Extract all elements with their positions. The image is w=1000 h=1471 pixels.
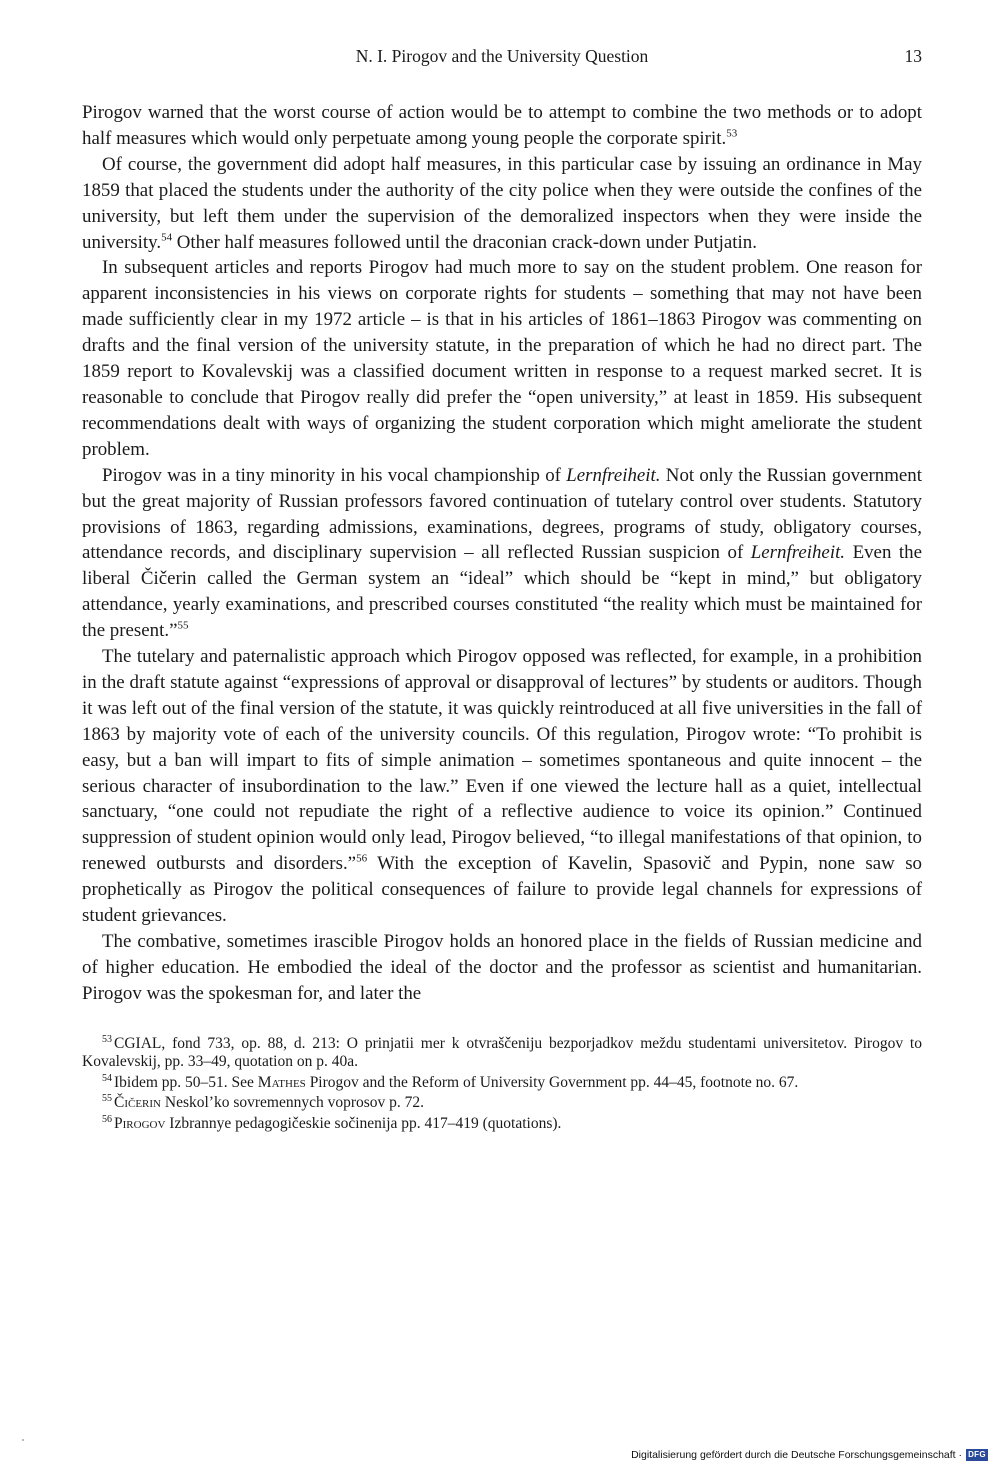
- text-run: Pirogov was in a tiny minority in his vocal championship of: [102, 464, 567, 486]
- digitization-credit: [631, 1449, 988, 1461]
- footnote: [82, 1094, 922, 1113]
- text-run: The tutelary and paternalistic approach which Pirogov opposed was reflected, for example, in a prohibition in the draft statute against “expressions of approval or disapproval of lectures” by students or auditors. Though it was left out of the final version of the statute, it was quickly reintroduced at all five universities in the fall of 1863 by majority vote of each of the university councils. Of this regulation, Pirogov wrote: “To prohibit is easy, but a ban will impart to fits of simple animation – sometimes spontaneous and quite innocent – the serious character of insubordination to the law.” Even if one viewed the lecture hall as a quiet, intellectual sanctuary, “one could not repudiate the right of a reflective audience to voice its opinion.” Continued suppression of student opinion would only lead, Pirogov believed, “to illegal manifestations of that opinion, to renewed outbursts and disorders.”: [82, 646, 922, 875]
- text-run: Of course, the government did adopt half measures, in this particular case by issuing an ordinance in May 1859 that placed the students under the authority of the city police when they were outside the confines of the university, but left them under the supervision of the demoralized inspectors when they were inside the university.: [82, 153, 922, 253]
- page-number: 13: [904, 46, 922, 66]
- dfg-logo-icon: DFG: [966, 1449, 988, 1461]
- text-run: Ibidem pp. 50–51. See: [114, 1073, 258, 1091]
- scan-artifact: [22, 1439, 24, 1441]
- footnote-reference: 55: [177, 619, 189, 632]
- footnote-reference: 54: [161, 231, 173, 244]
- footnote-number: 55: [102, 1093, 112, 1105]
- paragraph: [82, 463, 922, 644]
- author-name: Pirogov: [114, 1114, 166, 1132]
- italic-term: Lernfreiheit.: [566, 464, 661, 486]
- author-name: Mathes: [257, 1073, 306, 1091]
- footnote-number: 56: [102, 1113, 112, 1125]
- text-run: The combative, sometimes irascible Pirogov holds an honored place in the fields of Russian medicine and of higher education. He embodied the ideal of the doctor and the professor as scientist and humanitarian. Pirogov was the spokesman for, and later the: [82, 931, 922, 1004]
- paragraph: [82, 100, 922, 152]
- paragraph: [82, 152, 922, 256]
- italic-term: Lernfreiheit.: [750, 542, 846, 564]
- footnote: [82, 1074, 922, 1093]
- text-run: Even the liberal Čičerin called the German system an “ideal” which should be “kept in mind,” but obligatory attendance, yearly examinations, and prescribed courses constituted “the reality which must be maintained for the present.”: [82, 542, 922, 642]
- footnote-number: 54: [102, 1072, 112, 1084]
- text-run: Neskol’ko sovremennych voprosov p. 72.: [161, 1094, 425, 1112]
- text-run: CGIAL, fond 733, op. 88, d. 213: O prinjatii mer k otvraščeniju bezporjadkov meždu studentami universitetov. Pirogov to Kovalevskij, pp. 33–49, quotation on p. 40a.: [82, 1034, 922, 1071]
- text-run: Izbrannye pedagogičeskie sočinenija pp. 417–419 (quotations).: [165, 1114, 562, 1132]
- page-header: [82, 44, 922, 74]
- text-run: Other half measures followed until the draconian crack-down under Putjatin.: [172, 231, 757, 253]
- paragraph: [82, 255, 922, 462]
- running-head: N. I. Pirogov and the University Question: [355, 46, 649, 66]
- text-run: Pirogov and the Reform of University Government pp. 44–45, footnote no. 67.: [305, 1073, 799, 1091]
- footnote: [82, 1035, 922, 1072]
- text-run: With the exception of Kavelin, Spasovič and Pypin, none saw so prophetically as Pirogov the political consequences of failure to provide legal channels for expressions of student grievances.: [82, 853, 922, 927]
- footnote: [82, 1115, 922, 1134]
- footnotes: [82, 1035, 922, 1134]
- body-text: [82, 100, 922, 1007]
- text-run: In subsequent articles and reports Pirogov had much more to say on the student problem. One reason for apparent inconsistencies in his views on corporate rights for students – something that may not have been made sufficiently clear in my 1972 article – is that in his articles of 1861–1863 Pirogov was commenting on drafts and the final version of the university statute, in the preparation of which he had no direct part. The 1859 report to Kovalevskij was a classified document written in response to a request marked secret. It is reasonable to conclude that Pirogov really did prefer the “open university,” at least in 1859. His subsequent recommendations dealt with ways of organizing the student corporation which might ameliorate the student problem.: [82, 257, 922, 460]
- credit-text: Digitalisierung gefördert durch die Deutsche Forschungsgemeinschaft ·: [631, 1449, 962, 1461]
- paragraph: [82, 929, 922, 1007]
- footnote-reference: 53: [726, 127, 738, 140]
- paragraph: [82, 644, 922, 929]
- page: [82, 44, 922, 1135]
- author-name: Čičerin: [114, 1094, 162, 1112]
- footnote-number: 53: [102, 1033, 112, 1045]
- footnote-reference: 56: [356, 852, 368, 865]
- text-run: Not only the Russian government but the great majority of Russian professors favored continuation of tutelary control over students. Statutory provisions of 1863, regarding admissions, examinations, degrees, programs of study, obligatory courses, attendance records, and disciplinary supervision – all reflected Russian suspicion of: [82, 464, 922, 564]
- text-run: Pirogov warned that the worst course of action would be to attempt to combine the two methods or to adopt half measures which would only perpetuate among young people the corporate spirit.: [82, 102, 922, 149]
